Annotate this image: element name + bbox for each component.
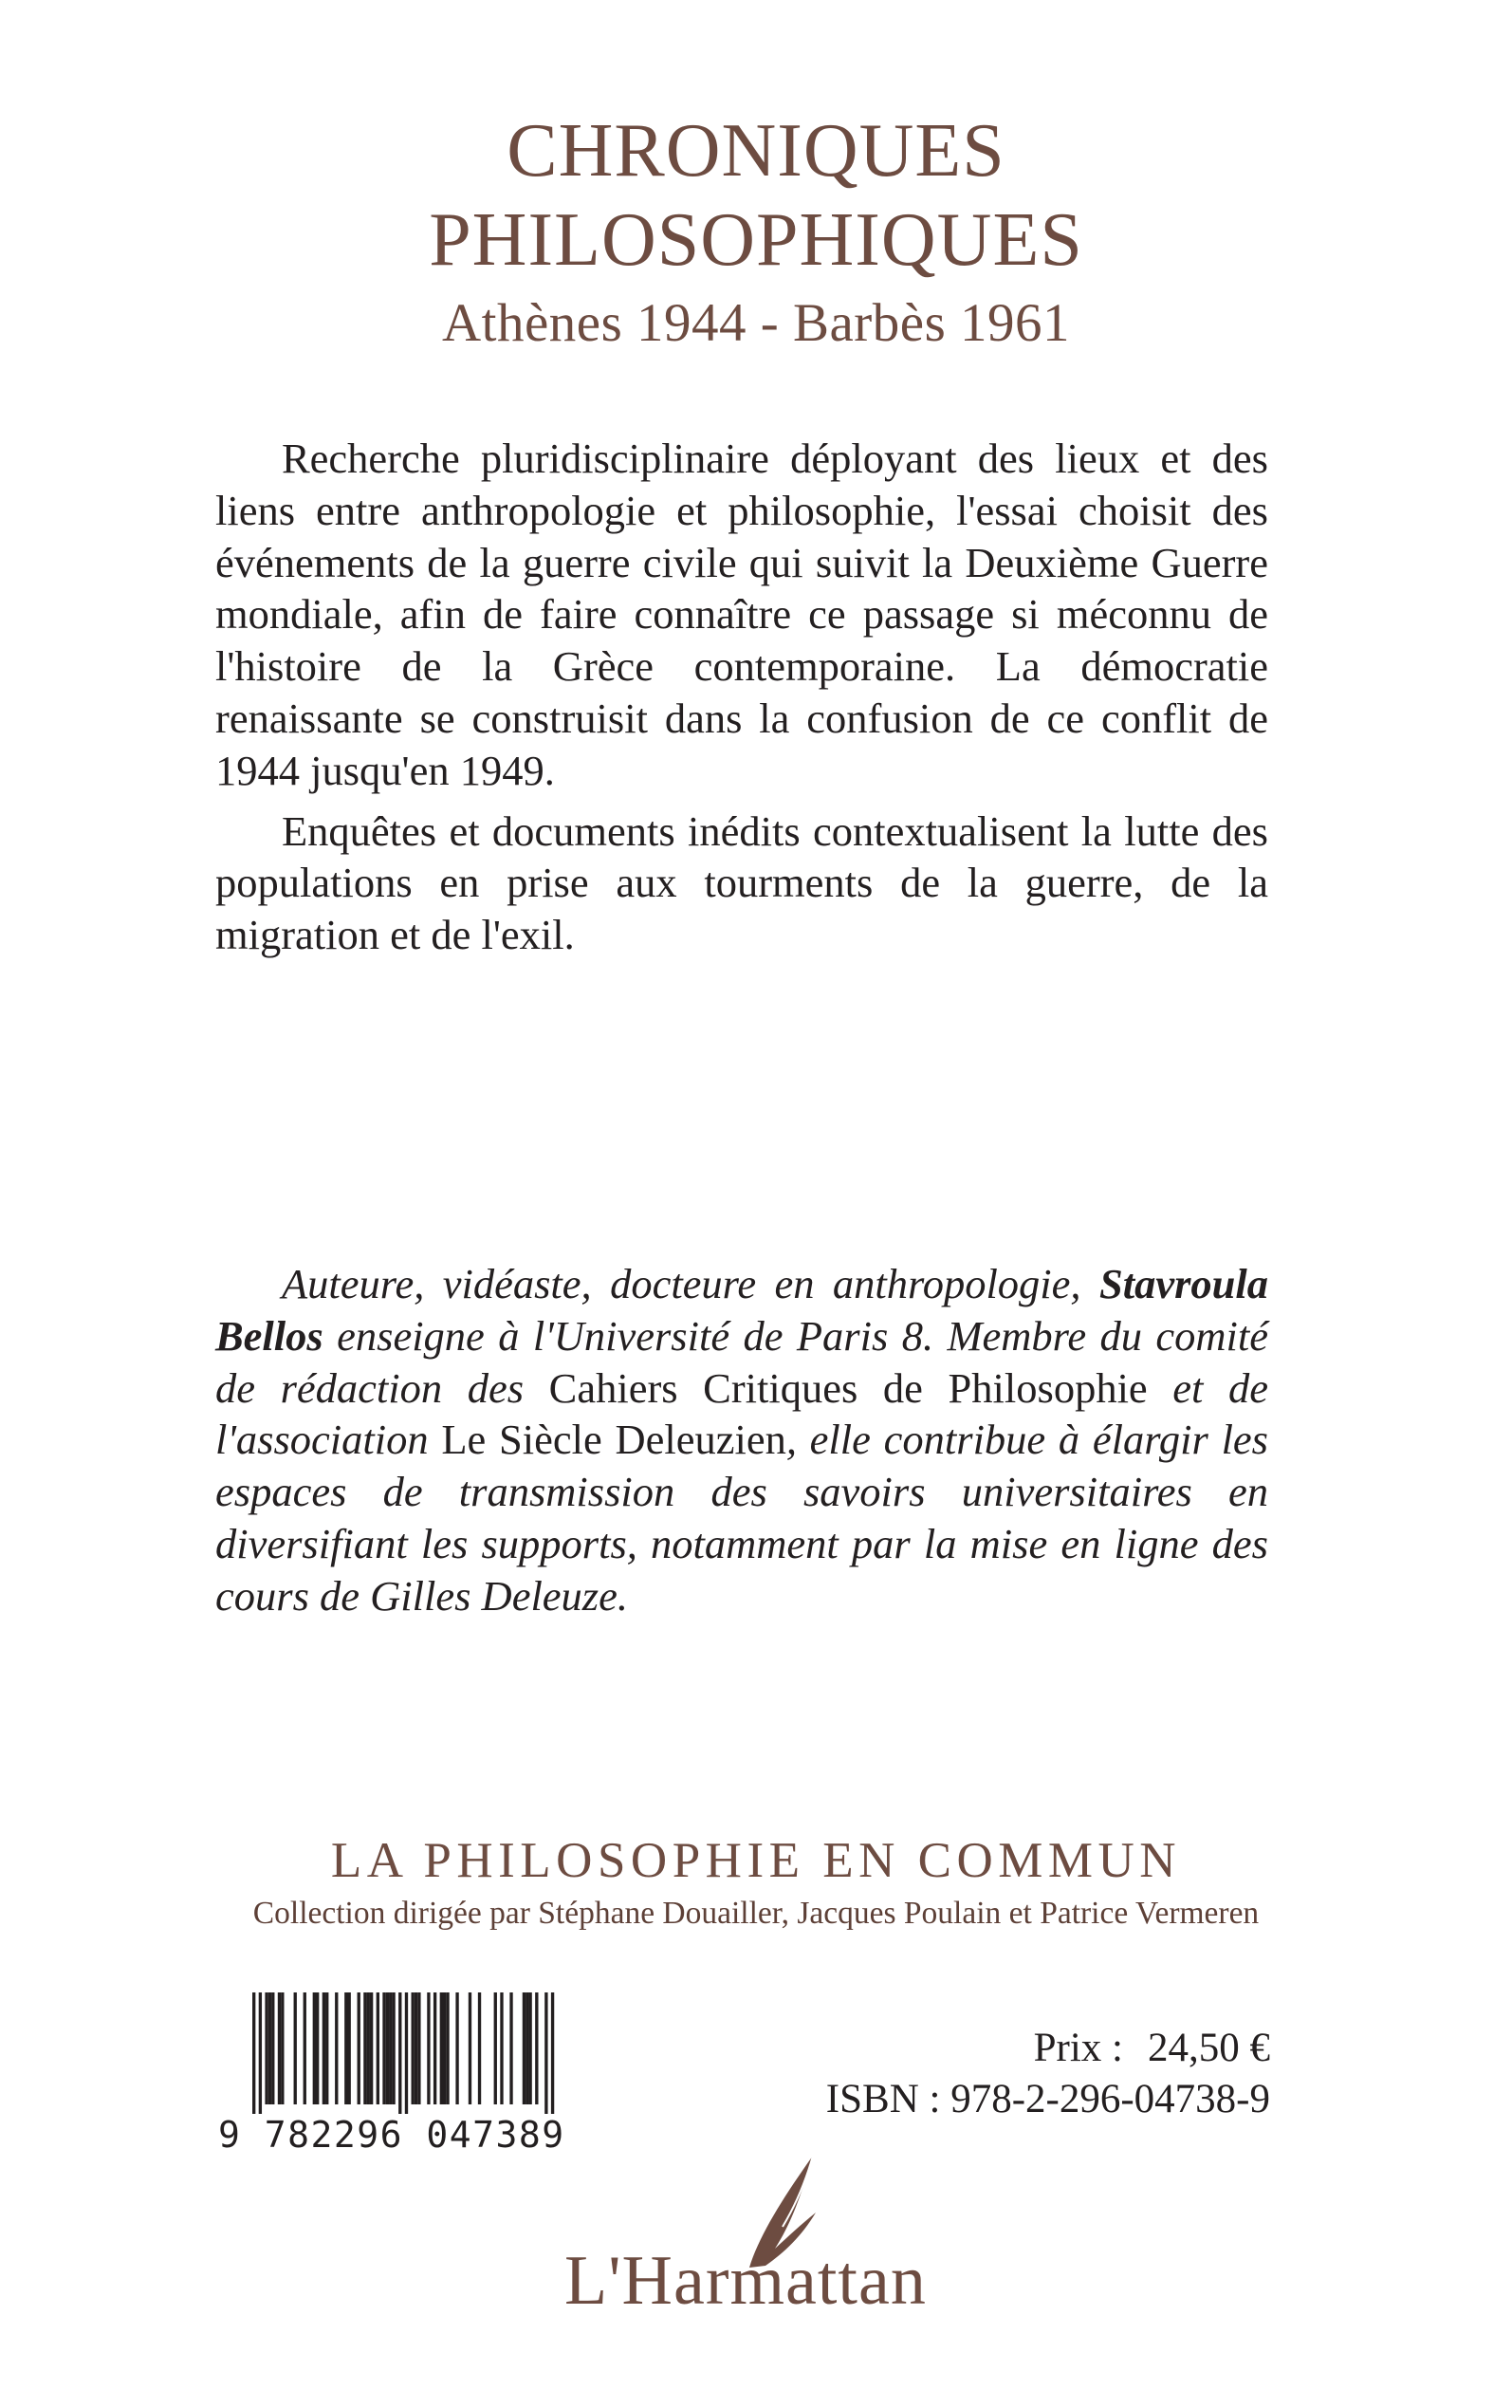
barcode-bar — [268, 1992, 271, 2104]
barcode-bar — [344, 1992, 347, 2104]
bio-text-1: Auteure, vidéaste, docteure en anthropologie, — [282, 1260, 1099, 1307]
barcode-bar — [294, 1992, 297, 2104]
barcode-bar — [415, 1992, 417, 2104]
barcode-bar — [455, 1992, 458, 2104]
barcode-bar — [412, 1992, 415, 2104]
barcode-bar — [535, 1992, 538, 2104]
barcode-bar — [313, 1992, 316, 2104]
publisher-name: L'Harmattan — [564, 2242, 927, 2320]
author-name: Stavroula Bellos — [215, 1260, 1268, 1360]
barcode-bar — [440, 1992, 443, 2104]
barcode-bar — [544, 1992, 547, 2114]
price-line — [826, 2023, 1270, 2074]
author-bio — [215, 1258, 1268, 1622]
barcode-bar — [325, 1992, 328, 2104]
association-name: Le Siècle Deleuzien — [441, 1416, 786, 1464]
summary-paragraph-1: Recherche pluridisciplinaire déployant des lieux et des liens entre anthropologie et philosophie, l'essai choisit des événements de la guerre civile qui suivit la Deuxième Guerre mondiale, afin de faire connaître ce passage si méconnu de l'histoire de la Grèce contemporaine. La démocratie renaissante se construisit dans la confusion de ce conflit de 1944 jusqu'en 1949. — [215, 435, 1268, 794]
barcode-bar — [389, 1992, 392, 2104]
book-summary — [215, 433, 1268, 961]
book-subtitle: Athènes 1944 - Barbès 1961 — [441, 293, 1071, 353]
author-bio-paragraph — [215, 1258, 1268, 1622]
barcode-bar — [523, 1992, 526, 2104]
bio-text-3: et de l'association — [215, 1363, 1268, 1464]
barcode-bar — [363, 1992, 366, 2104]
barcode-bar — [478, 1992, 481, 2104]
book-title-line-2: PHILOSOPHIQUES — [429, 198, 1083, 282]
barcode-bar — [551, 1992, 554, 2114]
barcode — [218, 1992, 598, 2156]
collection-block — [0, 1831, 1512, 1934]
barcode-bar — [358, 1992, 360, 2104]
barcode-bar — [526, 1992, 528, 2104]
price-label: Prix : — [1033, 2026, 1123, 2070]
barcode-bar — [370, 1992, 373, 2104]
barcode-bar — [443, 1992, 446, 2104]
barcode-bar — [417, 1992, 420, 2104]
isbn-label: ISBN : — [825, 2077, 941, 2121]
publisher-logo — [564, 2146, 963, 2336]
barcode-bar — [469, 1992, 471, 2104]
bio-text-4: , elle contribue à élargir les espaces de transmission des savoirs universitaires en diversifiant les supports, notamment par la mise en ligne des cours de Gilles Deleuze. — [215, 1416, 1268, 1620]
barcode-bar — [252, 1992, 255, 2114]
price-value: 24,50 € — [1148, 2026, 1270, 2070]
barcode-bar — [316, 1992, 319, 2104]
bio-text-2: enseigne à l'Université de Paris 8. Membre du comité de rédaction des — [215, 1311, 1268, 1412]
barcode-bar — [405, 1992, 408, 2114]
barcode-bar — [259, 1992, 262, 2114]
barcode-bar — [377, 1992, 379, 2104]
book-title-line-1: CHRONIQUES — [507, 109, 1005, 193]
isbn-line — [826, 2074, 1270, 2125]
barcode-bar — [323, 1992, 325, 2104]
barcode-bar — [494, 1992, 497, 2104]
barcode-bar — [382, 1992, 385, 2104]
barcode-bar — [348, 1992, 351, 2104]
barcode-bar — [392, 1992, 395, 2104]
collection-name: LA PHILOSOPHIE EN COMMUN — [330, 1833, 1182, 1888]
barcode-bar — [281, 1992, 284, 2104]
barcode-bar — [386, 1992, 389, 2104]
collection-direction: Collection dirigée par Stéphane Douailler, Jacques Poulain et Patrice Vermeren — [252, 1896, 1260, 1931]
barcode-bar — [433, 1992, 436, 2104]
barcode-bar — [367, 1992, 370, 2104]
isbn-value: 978-2-296-04738-9 — [950, 2077, 1270, 2121]
barcode-bar — [509, 1992, 512, 2104]
barcode-bar — [427, 1992, 430, 2104]
price-isbn-block — [826, 2023, 1270, 2125]
barcode-bar — [265, 1992, 267, 2104]
barcode-bar — [528, 1992, 531, 2104]
barcode-bar — [335, 1992, 338, 2104]
barcode-bars — [252, 1992, 575, 2114]
barcode-bar — [304, 1992, 306, 2104]
barcode-bar — [271, 1992, 274, 2104]
barcode-bar — [398, 1992, 401, 2114]
barcode-digits: 9 782296 047389 — [218, 2114, 565, 2156]
summary-paragraph-2: Enquêtes et documents inédits contextualisent la lutte des populations en prise aux tourments de la guerre, de la migration et de l'exil. — [215, 806, 1268, 959]
barcode-bar — [446, 1992, 449, 2104]
title-block — [0, 106, 1512, 357]
barcode-bar — [278, 1992, 281, 2104]
journal-name: Cahiers Critiques de Philosophie — [548, 1363, 1148, 1412]
barcode-bar — [500, 1992, 503, 2104]
